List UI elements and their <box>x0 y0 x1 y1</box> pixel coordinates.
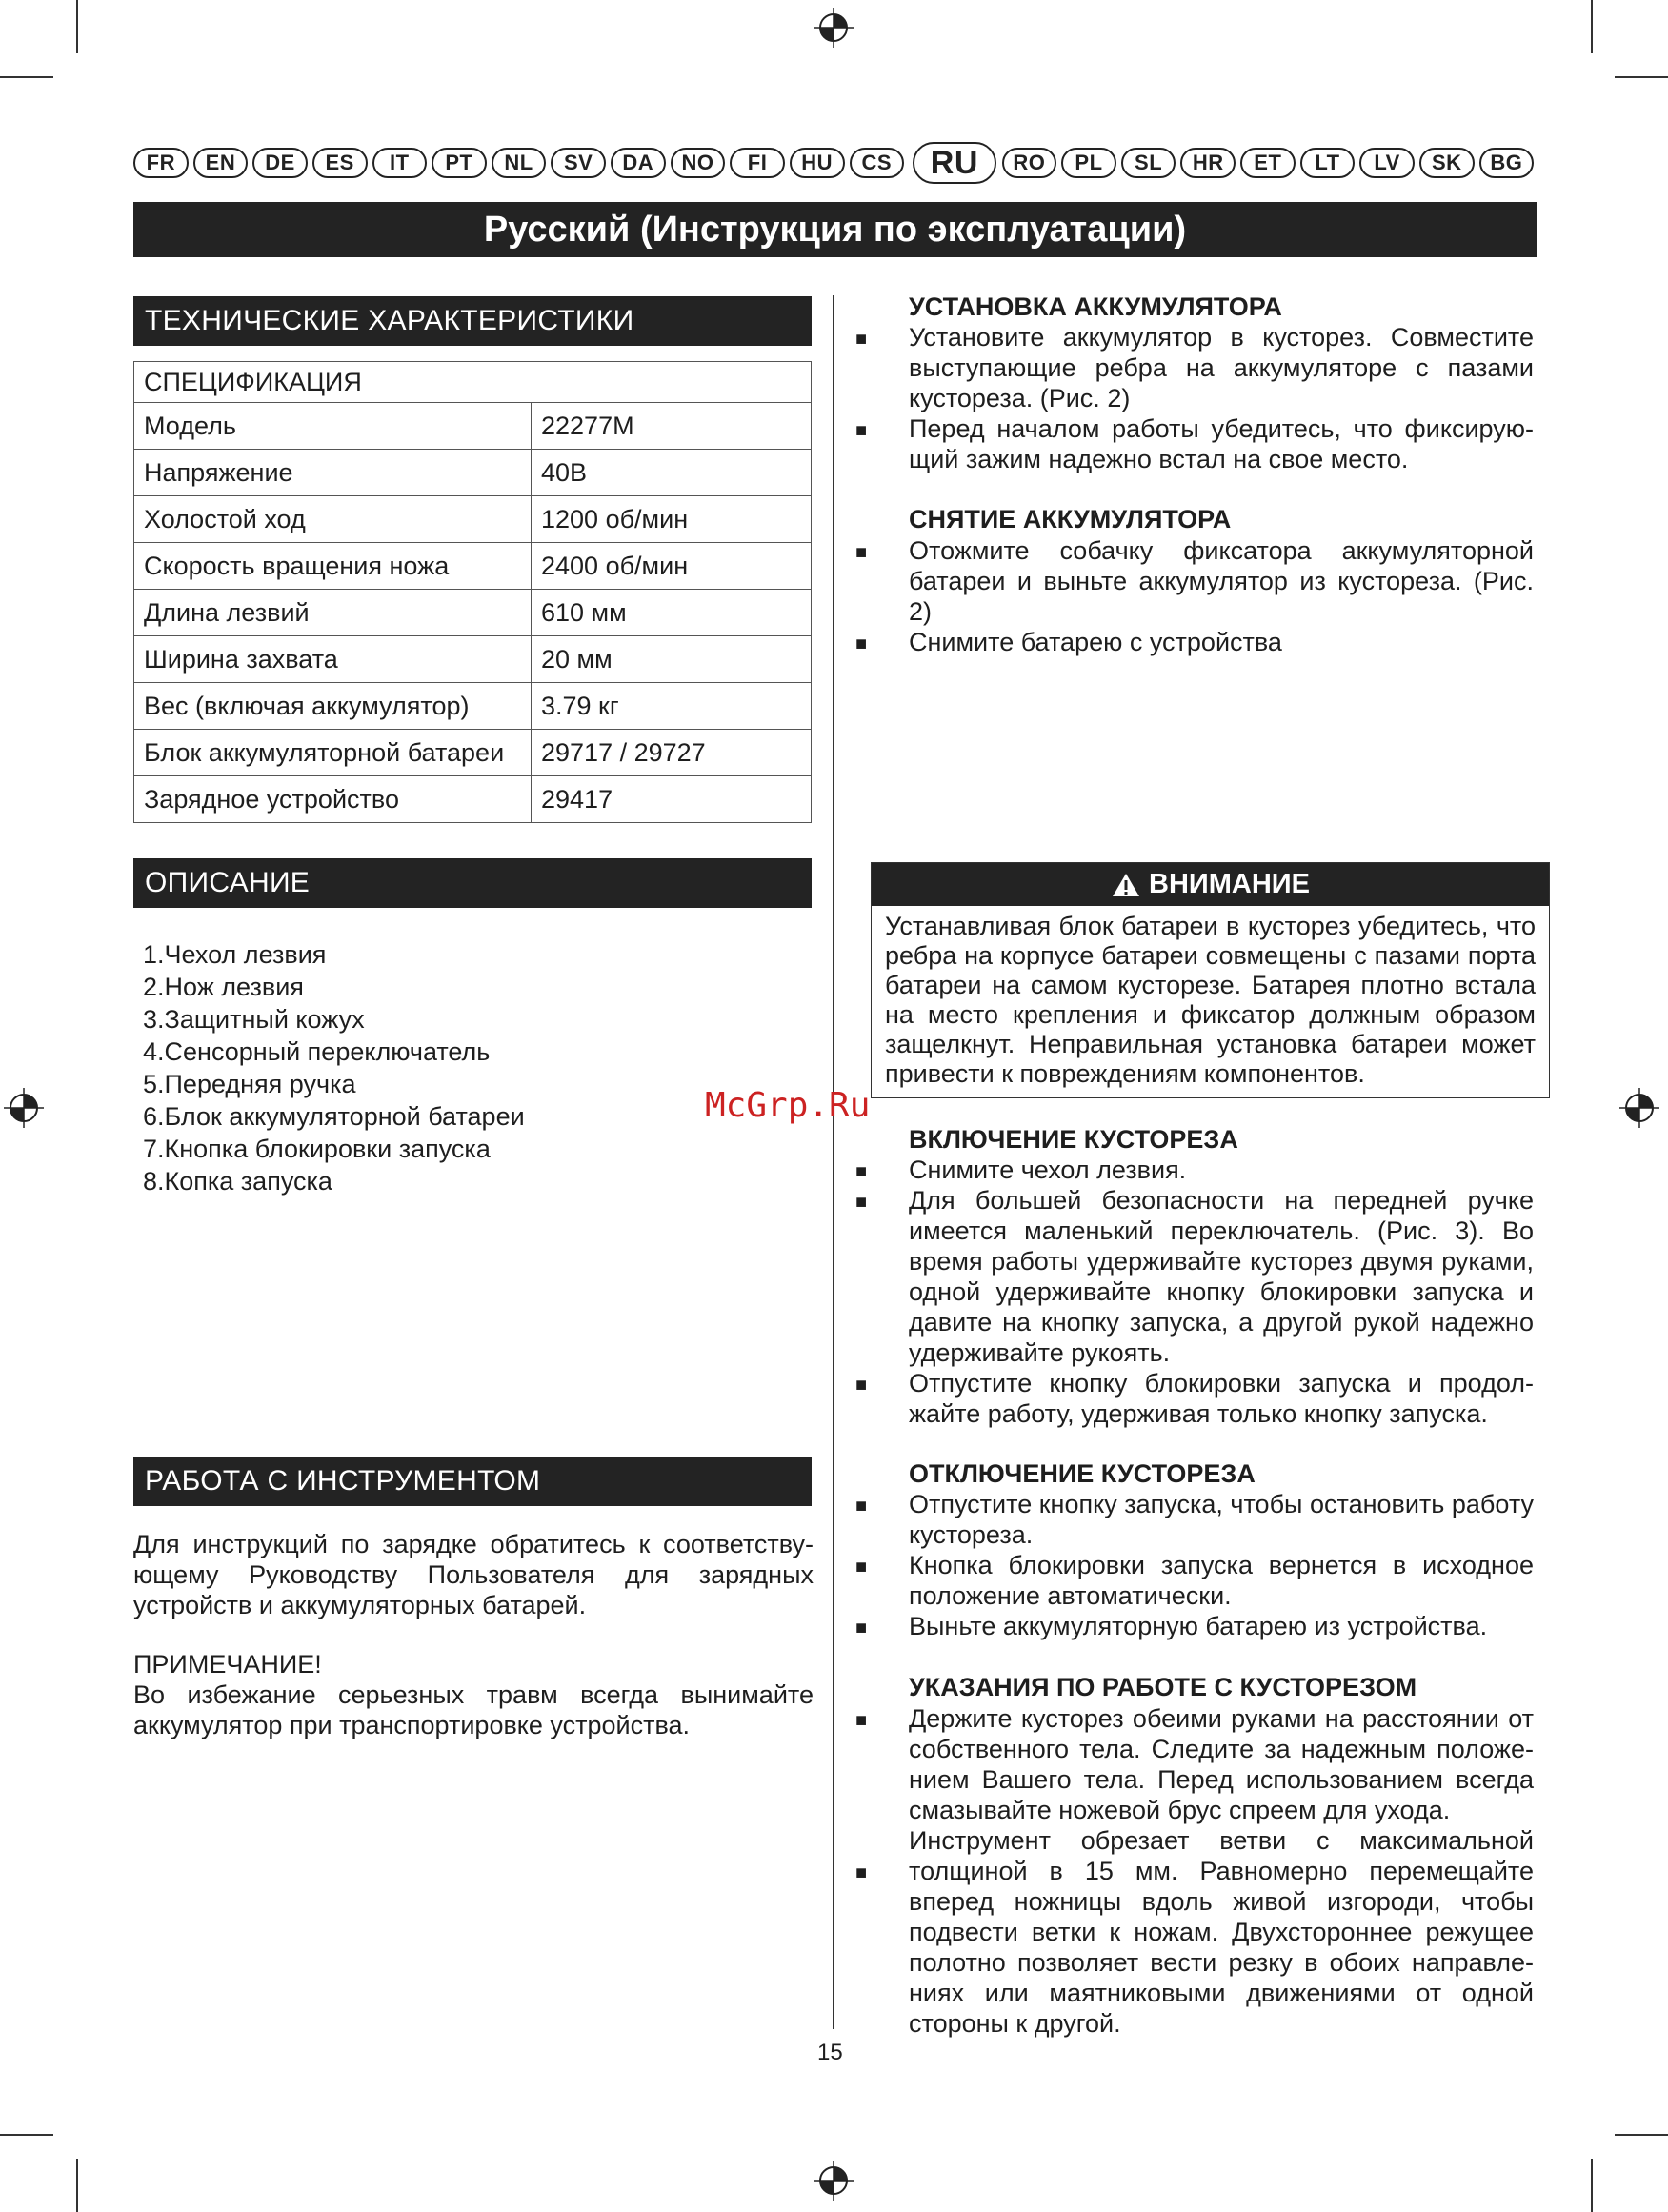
note-text: Во избежание серьезных травм всегда вынимайте аккумулятор при транспортировке устройства. <box>133 1680 814 1739</box>
list-item: ■ Выньте аккумуляторную батарею из устройства. <box>855 1612 1488 1640</box>
language-tab-sl[interactable]: SL <box>1121 148 1176 178</box>
table-row <box>134 590 812 636</box>
list-item: ■ Установите аккумулятор в кусторез. Совместите выступающие ребра на аккумуляторе с пазами кустореза. (Рис. 2) <box>855 323 1534 412</box>
page-title: Русский (Инструкция по эксплуатации) <box>133 202 1537 257</box>
list-item: ■ Кнопка блокировки запуска вернется в исходное положение автоматически. <box>855 1551 1534 1610</box>
language-tab-sk[interactable]: SK <box>1419 148 1475 178</box>
spec-label: Зарядное устройство <box>134 776 532 823</box>
battery-install-heading: УСТАНОВКА АККУМУЛЯТОРА <box>909 292 1282 321</box>
language-tab-fr[interactable]: FR <box>133 148 189 178</box>
spec-label: Холостой ход <box>134 496 532 543</box>
crop-mark <box>76 0 78 53</box>
language-tab-hr[interactable]: HR <box>1180 148 1236 178</box>
spec-value: 20 мм <box>532 636 812 683</box>
operation-intro: Для инструкций по зарядке обратитесь к соответству-ющему Руководству Пользователя для зарядных устройств и аккумуляторных батарей. <box>133 1530 814 1619</box>
spec-value: 2400 об/мин <box>532 543 812 590</box>
registration-mark-right <box>1618 1086 1661 1130</box>
spec-table <box>133 361 812 823</box>
crop-mark <box>0 76 53 78</box>
spec-value: 610 мм <box>532 590 812 636</box>
warning-icon <box>1111 872 1141 898</box>
language-tabs <box>133 143 1538 183</box>
spec-table-header: СПЕЦИФИКАЦИЯ <box>134 362 812 403</box>
table-row <box>134 636 812 683</box>
language-tab-lv[interactable]: LV <box>1359 148 1415 178</box>
registration-mark-top <box>812 6 855 50</box>
language-tab-ru[interactable]: RU <box>913 142 995 184</box>
language-tab-en[interactable]: EN <box>193 148 249 178</box>
language-tab-lt[interactable]: LT <box>1300 148 1356 178</box>
watermark: McGrp.Ru <box>705 1086 871 1125</box>
language-tab-ro[interactable]: RO <box>1002 148 1057 178</box>
table-row <box>134 730 812 776</box>
spec-value: 29717 / 29727 <box>532 730 812 776</box>
list-item: ■ Отпустите кнопку блокировки запуска и продол-жайте работу, удерживая только кнопку запуска. <box>855 1369 1534 1428</box>
switch-on-heading: ВКЛЮЧЕНИЕ КУСТОРЕЗА <box>909 1125 1238 1154</box>
language-tab-da[interactable]: DA <box>611 148 666 178</box>
description-list <box>143 938 525 1197</box>
list-item: ■ Отпустите кнопку запуска, чтобы остановить работу кустореза. <box>855 1490 1534 1549</box>
language-tab-bg[interactable]: BG <box>1479 148 1535 178</box>
description-item: 6.Блок аккумуляторной батареи <box>143 1102 525 1131</box>
description-section-title: ОПИСАНИЕ <box>133 858 812 908</box>
spec-label: Ширина захвата <box>134 636 532 683</box>
page-number: 15 <box>817 2040 843 2065</box>
description-item: 7.Кнопка блокировки запуска <box>143 1135 491 1163</box>
table-row <box>134 450 812 496</box>
language-tab-it[interactable]: IT <box>372 148 428 178</box>
spec-label: Скорость вращения ножа <box>134 543 532 590</box>
warning-text: Устанавливая блок батареи в кусторез убедитесь, что ребра на корпусе батареи совмещены с пазами порта батареи на самом кусторезе. Батарея плотно встала на место крепления и фиксатор должным образом защелкнут. Неправильная установка батареи может привести к повреждениям компонентов. <box>885 912 1536 1088</box>
description-item: 3.Защитный кожух <box>143 1005 365 1034</box>
description-item: 2.Нож лезвия <box>143 973 304 1001</box>
list-item: ■ Снимите чехол лезвия. <box>855 1156 1187 1184</box>
language-tab-et[interactable]: ET <box>1240 148 1296 178</box>
description-item: 5.Передняя ручка <box>143 1070 356 1098</box>
table-row <box>134 496 812 543</box>
crop-mark <box>76 2159 78 2212</box>
spec-value: 22277M <box>532 403 812 450</box>
language-tab-es[interactable]: ES <box>312 148 368 178</box>
language-tab-de[interactable]: DE <box>252 148 308 178</box>
description-item: 8.Копка запуска <box>143 1167 332 1196</box>
list-item: ■ Отожмите собачку фиксатора аккумуляторной батареи и выньте аккумулятор из кустореза. (Рис. 2) <box>855 536 1534 626</box>
table-row <box>134 683 812 730</box>
table-row <box>134 543 812 590</box>
crop-mark <box>0 2134 53 2136</box>
spec-label: Длина лезвий <box>134 590 532 636</box>
spec-label: Напряжение <box>134 450 532 496</box>
description-item: 4.Сенсорный переключатель <box>143 1037 491 1066</box>
language-tab-pl[interactable]: PL <box>1061 148 1116 178</box>
table-row <box>134 776 812 823</box>
spec-value: 3.79 кг <box>532 683 812 730</box>
list-item: ■ Для большей безопасности на передней ручке имеется маленький переключатель. (Рис. 3). Во время работы удерживайте кусторез двумя руками, одной удерживайте кнопку блокировки запуска и давите на кнопку запуска, а другой рукой надежно удерживайте рукоять. <box>855 1186 1534 1367</box>
language-tab-nl[interactable]: NL <box>492 148 547 178</box>
crop-mark <box>1591 0 1593 53</box>
list-item: ■ Держите кусторез обеими руками на расстоянии от собственного тела. Следите за надежным положе-нием Вашего тела. Перед использованием всегда смазывайте ножевой брус спреем для ухода. <box>855 1704 1534 1824</box>
switch-off-heading: ОТКЛЮЧЕНИЕ КУСТОРЕЗА <box>909 1459 1256 1488</box>
spec-value: 29417 <box>532 776 812 823</box>
description-item: 1.Чехол лезвия <box>143 940 327 969</box>
language-tab-pt[interactable]: PT <box>432 148 487 178</box>
crop-mark <box>1615 2134 1668 2136</box>
language-tab-sv[interactable]: SV <box>551 148 606 178</box>
column-divider <box>833 295 834 2029</box>
operation-section-title: РАБОТА С ИНСТРУМЕНТОМ <box>133 1457 812 1506</box>
guidance-heading: УКАЗАНИЯ ПО РАБОТЕ С КУСТОРЕЗОМ <box>909 1673 1417 1701</box>
list-item: ■ Инструмент обрезает ветви с максимальной толщиной в 15 мм. Равномерно перемещайте вперед ножницы вдоль живой изгороди, чтобы подвести ветки к ножам. Двухстороннее режущее полотно позволяет вести резку в обоих направле-ниях или маятниковыми движениями от одной стороны к другой. <box>855 1826 1534 2038</box>
warning-title: ВНИМАНИЕ <box>1149 869 1310 899</box>
registration-mark-left <box>2 1086 46 1130</box>
language-tab-fi[interactable]: FI <box>730 148 785 178</box>
warning-header <box>872 863 1549 906</box>
battery-remove-heading: СНЯТИЕ АККУМУЛЯТОРА <box>909 505 1232 533</box>
crop-mark <box>1591 2159 1593 2212</box>
spec-value: 40В <box>532 450 812 496</box>
list-item: ■ Перед началом работы убедитесь, что фиксирую-щий зажим надежно встал на свое место. <box>855 414 1534 473</box>
note-label: ПРИМЕЧАНИЕ! <box>133 1650 322 1679</box>
spec-value: 1200 об/мин <box>532 496 812 543</box>
specs-section-title: ТЕХНИЧЕСКИЕ ХАРАКТЕРИСТИКИ <box>133 296 812 346</box>
language-tab-cs[interactable]: CS <box>850 148 905 178</box>
registration-mark-bottom <box>812 2159 855 2202</box>
language-tab-no[interactable]: NO <box>671 148 726 178</box>
warning-box <box>871 862 1550 1098</box>
table-row <box>134 403 812 450</box>
language-tab-hu[interactable]: HU <box>790 148 845 178</box>
list-item: ■ Снимите батарею с устройства <box>855 628 1282 656</box>
spec-label: Вес (включая аккумулятор) <box>134 683 532 730</box>
crop-mark <box>1615 76 1668 78</box>
spec-label: Блок аккумуляторной батареи <box>134 730 532 776</box>
spec-label: Модель <box>134 403 532 450</box>
